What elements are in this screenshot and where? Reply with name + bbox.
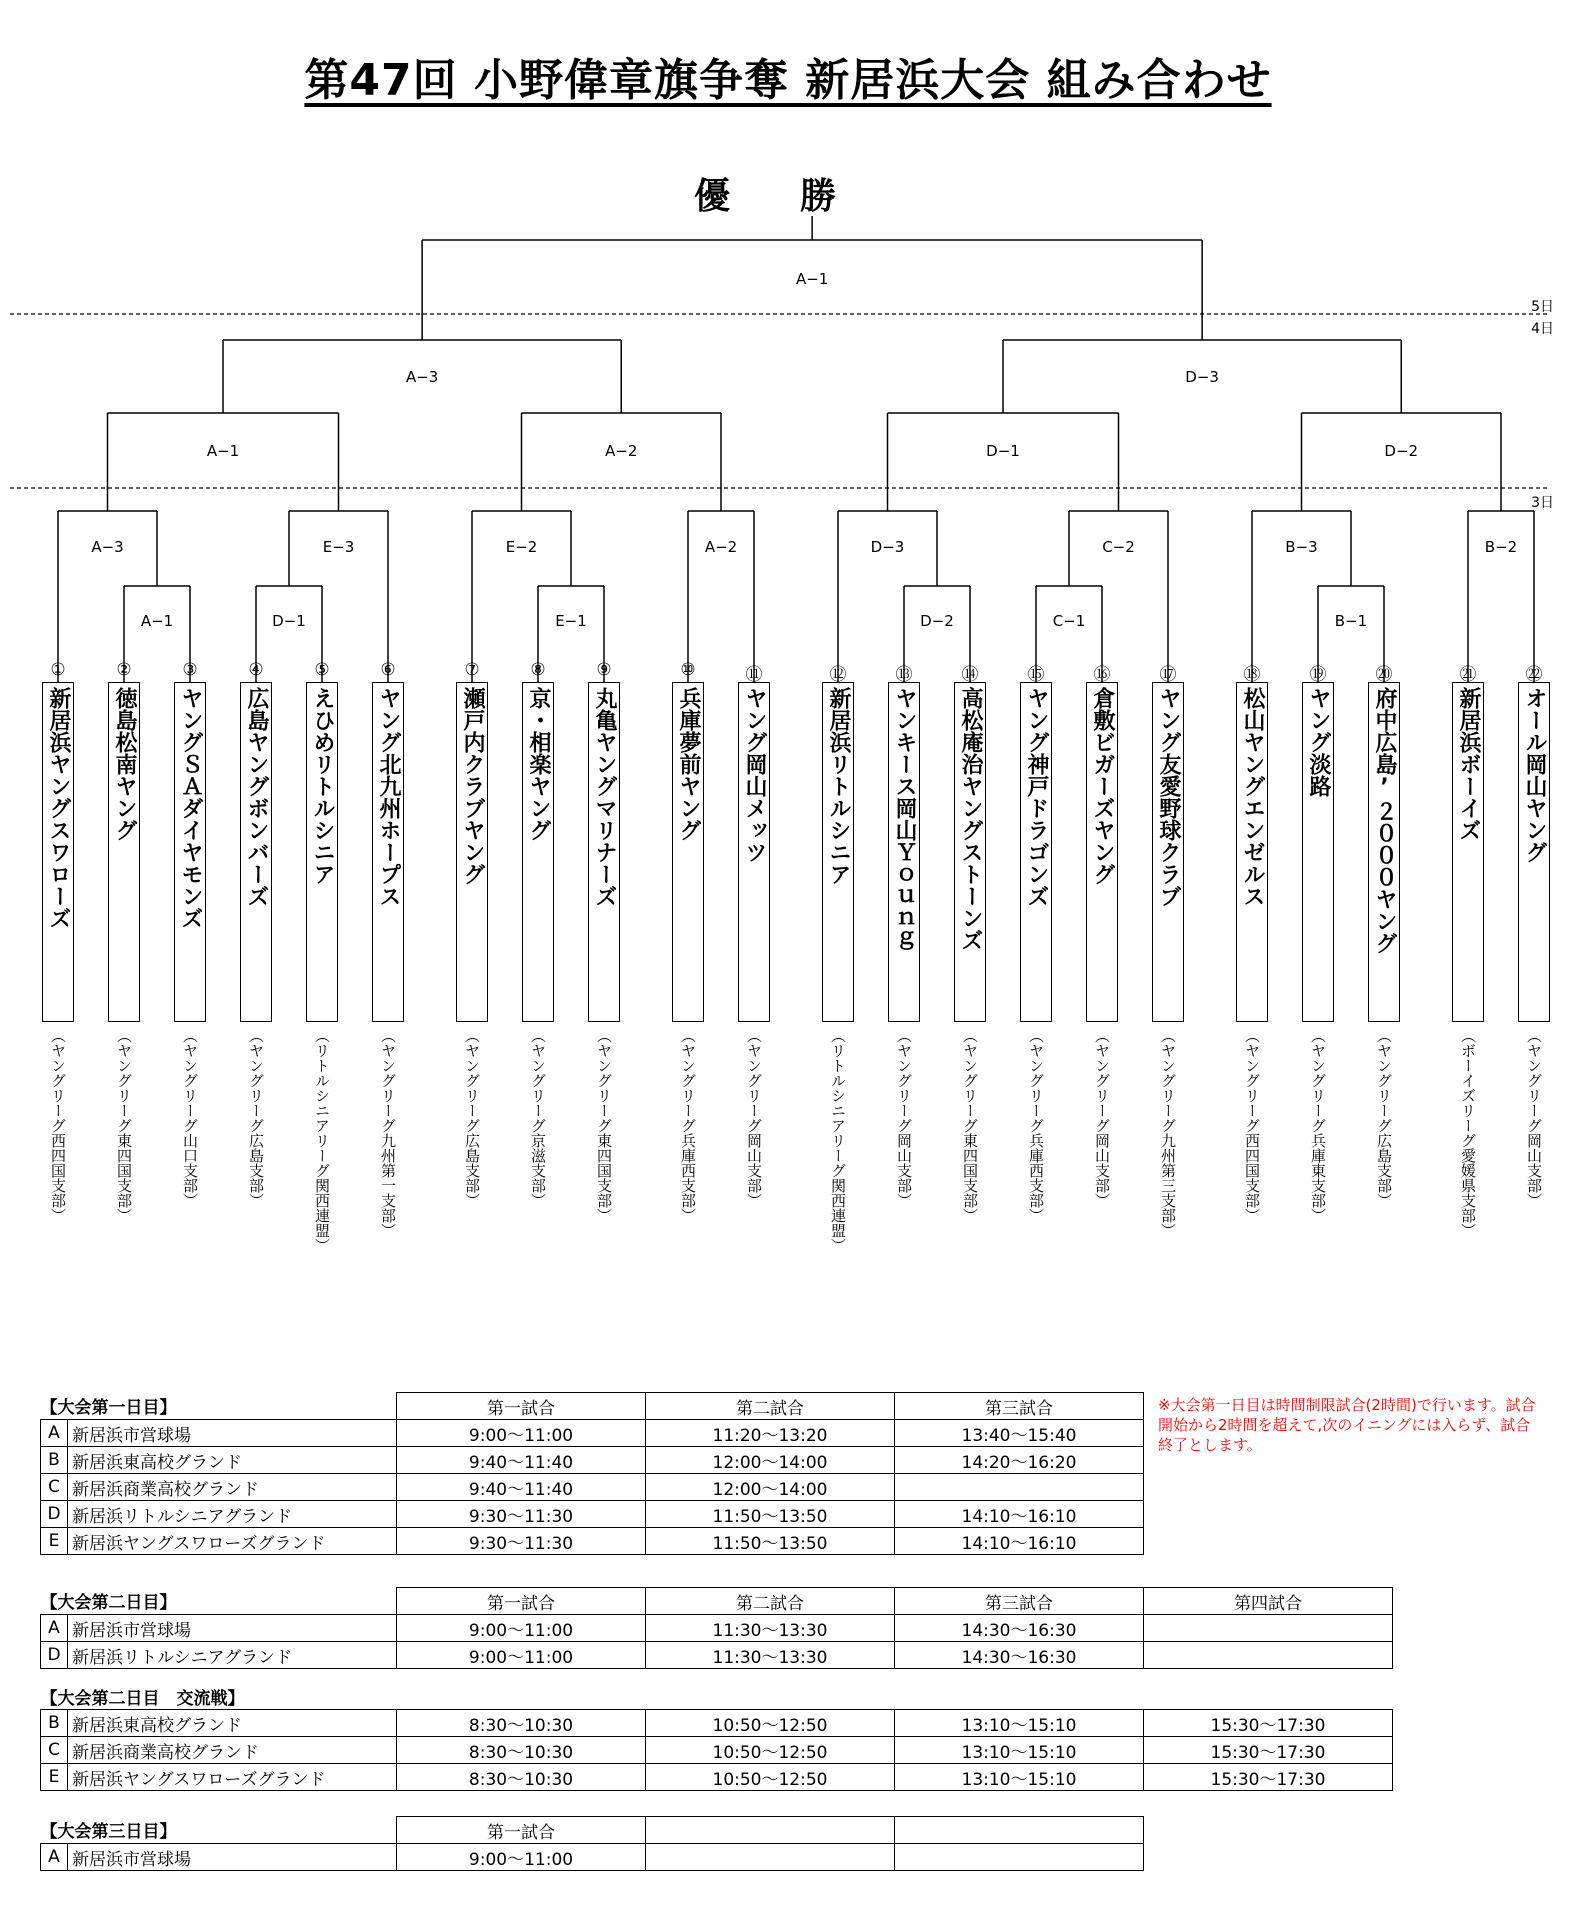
schedule-venue-letter: A	[41, 1615, 68, 1642]
team-number: ㉒	[1525, 665, 1543, 685]
match-label-r5: D−3	[870, 538, 905, 556]
schedule-caption: 【大会第一日目】	[40, 1398, 177, 1419]
schedule-time-cell: 11:30〜13:30	[646, 1642, 895, 1669]
schedule-time-cell: 8:30〜10:30	[397, 1737, 646, 1764]
team-league: （ヤングリーグ西四国支部）	[49, 1028, 67, 1223]
team-number: ⑨	[596, 660, 612, 680]
team-league: （ヤングリーグ山口支部）	[181, 1028, 199, 1208]
match-label-r7: B−3	[1285, 538, 1318, 556]
schedule-header-cell: 第一試合	[397, 1588, 646, 1615]
schedule-header-cell: 第一試合	[397, 1817, 646, 1844]
schedule-venue-letter: E	[41, 1764, 68, 1791]
schedule-venue-name: 新居浜市営球場	[68, 1420, 397, 1447]
team-name-box: 高松庵治ヤングストーンズ	[954, 682, 986, 1022]
team-number: ④	[248, 660, 264, 680]
schedule-venue-name: 新居浜リトルシニアグランド	[68, 1501, 397, 1528]
schedule-venue-letter: C	[41, 1474, 68, 1501]
schedule-time-cell: 13:10〜15:10	[895, 1764, 1144, 1791]
schedule-header-cell: 第二試合	[646, 1393, 895, 1420]
schedule-time-cell	[646, 1844, 895, 1871]
schedule-venue-name: 新居浜ヤングスワローズグランド	[68, 1528, 397, 1555]
schedule-time-cell: 10:50〜12:50	[646, 1710, 895, 1737]
schedule-venue-name: 新居浜市営球場	[68, 1844, 397, 1871]
team-league: （ヤングリーグ兵庫西支部）	[1027, 1028, 1045, 1223]
schedule-time-cell: 14:30〜16:30	[895, 1615, 1144, 1642]
team-name-box: ヤング友愛野球クラブ	[1152, 682, 1184, 1022]
match-label-q4: D−2	[1384, 442, 1419, 460]
schedule-venue-name: 新居浜東高校グランド	[68, 1710, 397, 1737]
schedule-time-cell: 15:30〜17:30	[1144, 1710, 1393, 1737]
team-number: ⑰	[1159, 665, 1177, 685]
schedule-time-cell: 11:30〜13:30	[646, 1615, 895, 1642]
match-label-q1: A−1	[206, 442, 240, 460]
team-number: ①	[50, 660, 66, 680]
schedule-time-cell: 11:20〜13:20	[646, 1420, 895, 1447]
team-name-box: 倉敷ビガーズヤング	[1086, 682, 1118, 1022]
schedule-venue-letter: D	[41, 1501, 68, 1528]
team-name-box: 新居浜リトルシニア	[822, 682, 854, 1022]
team-league: （ヤングリーグ兵庫東支部）	[1309, 1028, 1327, 1223]
day-label: 3日	[1531, 495, 1554, 511]
team-league: （リトルシニアリーグ関西連盟）	[829, 1028, 847, 1253]
match-label-r2: E−3	[322, 538, 355, 556]
team-name-box: ヤング淡路	[1302, 682, 1334, 1022]
schedule-time-cell: 9:00〜11:00	[397, 1642, 646, 1669]
match-label-r1: A−3	[91, 538, 124, 556]
schedule-time-cell: 14:10〜16:10	[895, 1501, 1144, 1528]
team-league: （ヤングリーグ九州第一支部）	[379, 1028, 397, 1238]
team-number: ③	[182, 660, 198, 680]
team-league: （リトルシニアリーグ関西連盟）	[313, 1028, 331, 1253]
team-league: （ヤングリーグ東四国支部）	[961, 1028, 979, 1223]
schedule-row	[41, 1737, 1393, 1764]
schedule-row	[41, 1528, 1144, 1555]
team-number: ⑧	[530, 660, 546, 680]
schedule-time-cell: 9:40〜11:40	[397, 1474, 646, 1501]
team-name-box: ヤング岡山メッツ	[738, 682, 770, 1022]
schedule-time-cell: 13:40〜15:40	[895, 1420, 1144, 1447]
schedule-time-cell: 10:50〜12:50	[646, 1737, 895, 1764]
team-name-box: 徳島松南ヤング	[108, 682, 140, 1022]
schedule-row	[41, 1844, 1144, 1871]
schedule-day1-table	[40, 1392, 1144, 1555]
team-league: （ヤングリーグ兵庫西支部）	[679, 1028, 697, 1223]
team-league: （ヤングリーグ九州第三支部）	[1159, 1028, 1177, 1238]
schedule-row	[41, 1474, 1144, 1501]
match-label-r4: A−2	[704, 538, 738, 556]
schedule-time-cell: 9:00〜11:00	[397, 1420, 646, 1447]
team-name-box: 府中広島’２０００ヤング	[1368, 682, 1400, 1022]
team-league: （ヤングリーグ岡山支部）	[895, 1028, 913, 1208]
team-number: ⑥	[380, 660, 396, 680]
schedule-venue-letter: D	[41, 1642, 68, 1669]
schedule-venue-name: 新居浜商業高校グランド	[68, 1474, 397, 1501]
schedule-row	[41, 1420, 1144, 1447]
champion-label: 優勝	[693, 176, 906, 217]
team-league: （ヤングリーグ東四国支部）	[595, 1028, 613, 1223]
schedule-day2-exchange-table	[40, 1683, 1393, 1791]
team-number: ⑤	[314, 660, 330, 680]
schedule-venue-letter: C	[41, 1737, 68, 1764]
team-league: （ヤングリーグ広島支部）	[1375, 1028, 1393, 1208]
team-number: ⑱	[1243, 665, 1261, 685]
team-league: （ヤングリーグ京滋支部）	[529, 1028, 547, 1208]
schedule-caption: 【大会第二日目 交流戦】	[40, 1688, 245, 1709]
team-name-box: えひめリトルシニア	[306, 682, 338, 1022]
team-league: （ヤングリーグ西四国支部）	[1243, 1028, 1261, 1223]
match-label-f4: D−2	[920, 612, 954, 630]
team-league: （ヤングリーグ広島支部）	[247, 1028, 265, 1208]
team-name-box: 松山ヤングエンゼルス	[1236, 682, 1268, 1022]
team-name-box: 京・相楽ヤング	[522, 682, 554, 1022]
day-label: 4日	[1531, 321, 1554, 337]
schedule-header-cell: 第二試合	[646, 1588, 895, 1615]
team-name-box: 兵庫夢前ヤング	[672, 682, 704, 1022]
team-name-box: 瀬戸内クラブヤング	[456, 682, 488, 1022]
schedule-time-cell	[895, 1844, 1144, 1871]
schedule-venue-name: 新居浜商業高校グランド	[68, 1737, 397, 1764]
match-label-q2: A−2	[605, 442, 638, 460]
schedule-time-cell: 11:50〜13:50	[646, 1528, 895, 1555]
team-name-box: ヤング神戸ドラゴンズ	[1020, 682, 1052, 1022]
schedule-venue-letter: B	[41, 1710, 68, 1737]
match-label-semi_left: A−3	[405, 368, 439, 386]
schedule-venue-name: 新居浜市営球場	[68, 1615, 397, 1642]
team-number: ⑲	[1309, 665, 1327, 685]
schedule-row	[41, 1447, 1144, 1474]
team-number: ⑯	[1093, 665, 1111, 685]
day-label: 5日	[1531, 299, 1554, 315]
match-label-r6: C−2	[1102, 538, 1135, 556]
team-number: ②	[116, 660, 132, 680]
schedule-time-cell	[1144, 1642, 1393, 1669]
match-label-f5: C−1	[1052, 612, 1086, 630]
team-number: ⑦	[464, 660, 480, 680]
schedule-time-cell: 14:30〜16:30	[895, 1642, 1144, 1669]
schedule-time-cell: 8:30〜10:30	[397, 1764, 646, 1791]
schedule-venue-name: 新居浜東高校グランド	[68, 1447, 397, 1474]
team-league: （ヤングリーグ岡山支部）	[1525, 1028, 1543, 1208]
schedule-row	[41, 1710, 1393, 1737]
schedule-venue-letter: A	[41, 1844, 68, 1871]
schedule-time-cell: 12:00〜14:00	[646, 1447, 895, 1474]
schedule-time-cell: 14:10〜16:10	[895, 1528, 1144, 1555]
team-number: ⑭	[961, 665, 979, 685]
schedule-row	[41, 1642, 1393, 1669]
schedule-time-cell	[1144, 1615, 1393, 1642]
page-title-text: 第47回 小野偉章旗争奪 新居浜大会 組み合わせ	[304, 55, 1272, 106]
schedule-caption: 【大会第三日目】	[40, 1822, 177, 1843]
match-label-f2: D−1	[272, 612, 306, 630]
team-league: （ボーイズリーグ愛媛県支部）	[1459, 1028, 1477, 1238]
team-name-box: ヤンキース岡山Ｙｏｕｎｇ	[888, 682, 920, 1022]
team-league: （ヤングリーグ広島支部）	[463, 1028, 481, 1208]
schedule-header-cell: 第四試合	[1144, 1588, 1393, 1615]
match-label-q3: D−1	[986, 442, 1020, 460]
schedule-time-cell: 11:50〜13:50	[646, 1501, 895, 1528]
match-label-semi_right: D−3	[1185, 368, 1219, 386]
schedule-time-cell: 10:50〜12:50	[646, 1764, 895, 1791]
team-name-box: 広島ヤングボンバーズ	[240, 682, 272, 1022]
match-label-f6: B−1	[1334, 612, 1368, 630]
team-number: ⑪	[745, 665, 763, 685]
match-label-f1: A−1	[140, 612, 174, 630]
schedule-venue-letter: B	[41, 1447, 68, 1474]
schedule-header-cell: 第一試合	[397, 1393, 646, 1420]
team-name-box: オール岡山ヤング	[1518, 682, 1550, 1022]
team-number: ㉑	[1459, 665, 1477, 685]
team-number: ⑮	[1027, 665, 1045, 685]
schedule-day3-table	[40, 1816, 1144, 1871]
schedule-note: ※大会第一日目は時間制限試合(2時間)で行います。試合開始から2時間を超えて,次のイニングには入らず、試合終了とします。	[1158, 1396, 1536, 1454]
schedule-venue-name: 新居浜ヤングスワローズグランド	[68, 1764, 397, 1791]
schedule-time-cell	[895, 1474, 1144, 1501]
team-number: ⑳	[1375, 665, 1393, 685]
team-league: （ヤングリーグ東四国支部）	[115, 1028, 133, 1223]
schedule-time-cell: 9:00〜11:00	[397, 1615, 646, 1642]
schedule-time-cell: 9:00〜11:00	[397, 1844, 646, 1871]
schedule-venue-name: 新居浜リトルシニアグランド	[68, 1642, 397, 1669]
match-label-r3: E−2	[505, 538, 538, 556]
schedule-time-cell: 15:30〜17:30	[1144, 1764, 1393, 1791]
team-name-box: 丸亀ヤングマリナーズ	[588, 682, 620, 1022]
schedule-header-cell: 第三試合	[895, 1588, 1144, 1615]
schedule-time-cell: 13:10〜15:10	[895, 1710, 1144, 1737]
team-name-box: ヤング北九州ホープス	[372, 682, 404, 1022]
team-league: （ヤングリーグ岡山支部）	[745, 1028, 763, 1208]
schedule-time-cell: 13:10〜15:10	[895, 1737, 1144, 1764]
schedule-time-cell: 9:40〜11:40	[397, 1447, 646, 1474]
schedule-time-cell: 12:00〜14:00	[646, 1474, 895, 1501]
match-label-f3: E−1	[555, 612, 587, 630]
team-name-box: 新居浜ヤングスワローズ	[42, 682, 74, 1022]
schedule-header-cell	[646, 1817, 895, 1844]
match-label-final: A−1	[795, 270, 829, 288]
team-name-box: 新居浜ボーイズ	[1452, 682, 1484, 1022]
schedule-venue-letter: E	[41, 1528, 68, 1555]
schedule-time-cell: 9:30〜11:30	[397, 1528, 646, 1555]
team-league: （ヤングリーグ岡山支部）	[1093, 1028, 1111, 1208]
team-number: ⑩	[680, 660, 696, 680]
schedule-time-cell: 14:20〜16:20	[895, 1447, 1144, 1474]
team-name-box: ヤングＳＡダイヤモンズ	[174, 682, 206, 1022]
team-number: ⑫	[829, 665, 847, 685]
schedule-time-cell: 8:30〜10:30	[397, 1710, 646, 1737]
schedule-row	[41, 1764, 1393, 1791]
team-number: ⑬	[895, 665, 913, 685]
schedule-venue-letter: A	[41, 1420, 68, 1447]
schedule-time-cell: 15:30〜17:30	[1144, 1737, 1393, 1764]
schedule-row	[41, 1501, 1144, 1528]
schedule-day2-table	[40, 1587, 1393, 1669]
schedule-header-cell: 第三試合	[895, 1393, 1144, 1420]
schedule-caption: 【大会第二日目】	[40, 1593, 177, 1614]
schedule-time-cell: 9:30〜11:30	[397, 1501, 646, 1528]
schedule-header-cell	[895, 1817, 1144, 1844]
match-label-r8: B−2	[1484, 538, 1518, 556]
schedule-row	[41, 1615, 1393, 1642]
